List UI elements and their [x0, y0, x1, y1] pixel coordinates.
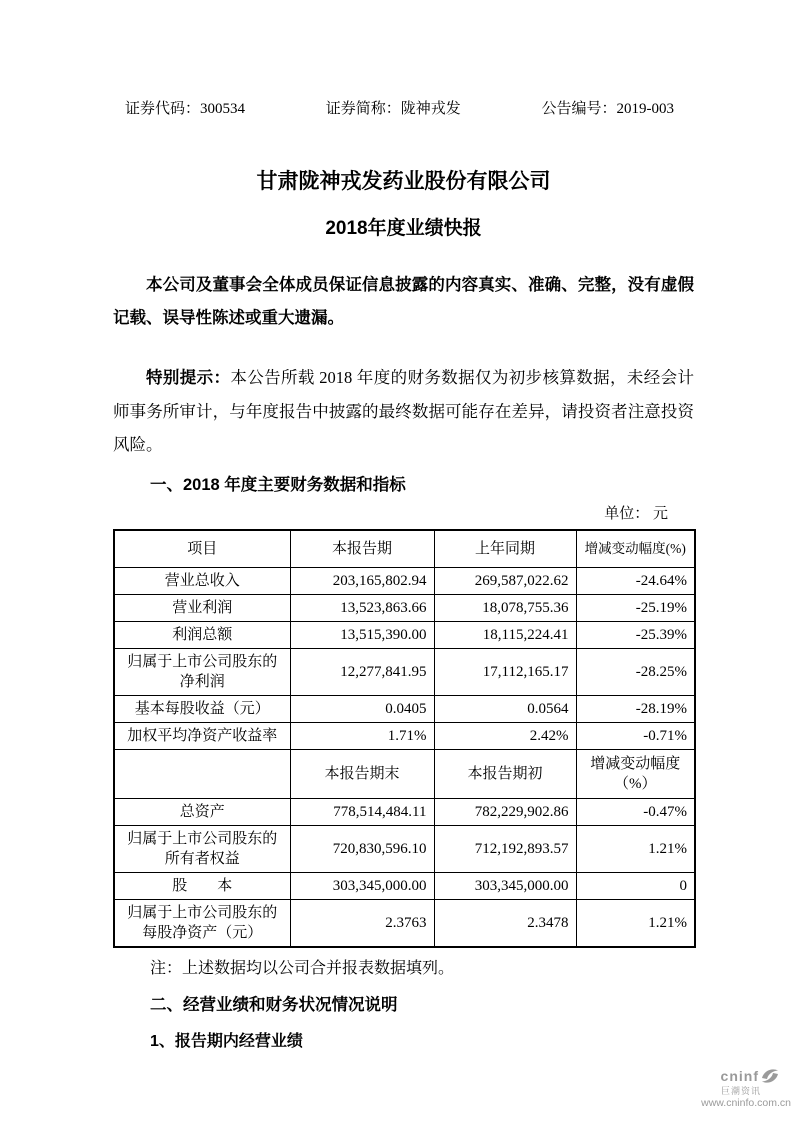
change-header-2: 增减变动幅度（%） [576, 750, 695, 799]
current-value-cell: 720,830,596.10 [290, 826, 434, 873]
current-value-cell: 12,277,841.95 [290, 649, 434, 696]
blank-header-cell [114, 750, 290, 799]
item-cell: 加权平均净资产收益率 [114, 723, 290, 750]
table-row [114, 873, 695, 900]
unit-note: 单位： 元 [604, 506, 668, 522]
item-cell: 总资产 [114, 799, 290, 826]
change-value-cell: 1.21% [576, 900, 695, 948]
item-cell: 归属于上市公司股东的净利润 [114, 649, 290, 696]
change-value-cell: 0 [576, 873, 695, 900]
stock-name-label: 证券简称： [325, 101, 401, 117]
report-title: 2018年度业绩快报 [325, 218, 482, 239]
stock-name-item [326, 99, 461, 119]
current-value-cell: 778,514,484.11 [290, 799, 434, 826]
prior-value-cell: 303,345,000.00 [434, 873, 576, 900]
current-value-cell: 303,345,000.00 [290, 873, 434, 900]
col-change-header: 增减变动幅度(%) [576, 530, 695, 568]
current-value-cell: 13,515,390.00 [290, 622, 434, 649]
col-item-header: 项目 [114, 530, 290, 568]
current-value-cell: 13,523,863.66 [290, 595, 434, 622]
section-1-heading: 一、2018 年度主要财务数据和指标 [150, 476, 406, 494]
table-row [114, 568, 695, 595]
financial-table [113, 529, 696, 948]
announcement-no-item [541, 99, 674, 119]
prior-value-cell: 269,587,022.62 [434, 568, 576, 595]
prior-value-cell: 0.0564 [434, 696, 576, 723]
cninfo-logo-text: cninf [720, 1068, 759, 1084]
change-value-cell: -25.19% [576, 595, 695, 622]
special-notice-paragraph [113, 361, 694, 461]
change-value-cell: -0.47% [576, 799, 695, 826]
special-notice-label: 特别提示： [146, 369, 231, 387]
change-value-cell: -24.64% [576, 568, 695, 595]
item-cell: 归属于上市公司股东的所有者权益 [114, 826, 290, 873]
table-row [114, 723, 695, 750]
item-cell: 归属于上市公司股东的每股净资产（元） [114, 900, 290, 948]
change-value-cell: -25.39% [576, 622, 695, 649]
current-value-cell: 0.0405 [290, 696, 434, 723]
stock-code-item [125, 99, 245, 119]
current-value-cell: 2.3763 [290, 900, 434, 948]
change-value-cell: -28.25% [576, 649, 695, 696]
cninfo-logo-line [701, 1066, 791, 1086]
item-cell: 利润总额 [114, 622, 290, 649]
prior-value-cell: 782,229,902.86 [434, 799, 576, 826]
announcement-no-label: 公告编号： [541, 101, 617, 117]
table-mid-header-row [114, 750, 695, 799]
col-current-period-header: 本报告期 [290, 530, 434, 568]
item-cell: 营业总收入 [114, 568, 290, 595]
prior-value-cell: 17,112,165.17 [434, 649, 576, 696]
prior-value-cell: 18,078,755.36 [434, 595, 576, 622]
stock-code-value: 300534 [200, 101, 246, 117]
subsection-heading: 1、报告期内经营业绩 [150, 1033, 303, 1050]
securities-header [125, 99, 674, 119]
table-row [114, 799, 695, 826]
change-value-cell: 1.21% [576, 826, 695, 873]
prior-value-cell: 2.3478 [434, 900, 576, 948]
item-cell: 股 本 [114, 873, 290, 900]
table-row [114, 595, 695, 622]
cninfo-logo [701, 1066, 791, 1110]
change-value-cell: -28.19% [576, 696, 695, 723]
table-row [114, 622, 695, 649]
current-value-cell: 1.71% [290, 723, 434, 750]
table-row [114, 696, 695, 723]
cninfo-logo-chinese: 巨潮资讯 [720, 1086, 761, 1096]
item-cell: 营业利润 [114, 595, 290, 622]
company-title: 甘肃陇神戎发药业股份有限公司 [256, 170, 551, 193]
table-row [114, 826, 695, 873]
stock-name-value: 陇神戎发 [400, 101, 461, 117]
table-row [114, 900, 695, 948]
current-value-cell: 203,165,802.94 [290, 568, 434, 595]
table-row [114, 649, 695, 696]
prior-value-cell: 2.42% [434, 723, 576, 750]
change-value-cell: -0.71% [576, 723, 695, 750]
announcement-no-value: 2019-003 [616, 101, 674, 117]
declaration-paragraph: 本公司及董事会全体成员保证信息披露的内容真实、准确、完整，没有虚假记载、误导性陈述或重大遗漏。 [113, 276, 694, 327]
prior-value-cell: 712,192,893.57 [434, 826, 576, 873]
period-end-header: 本报告期末 [290, 750, 434, 799]
cninfo-logo-url: www.cninfo.com.cn [701, 1097, 791, 1109]
period-start-header: 本报告期初 [434, 750, 576, 799]
item-cell: 基本每股收益（元） [114, 696, 290, 723]
prior-value-cell: 18,115,224.41 [434, 622, 576, 649]
col-prior-period-header: 上年同期 [434, 530, 576, 568]
special-notice-text: 本公告所载 2018 年度的财务数据仅为初步核算数据，未经会计师事务所审计，与年度报告中披露的最终数据可能存在差异，请投资者注意投资风险。 [113, 368, 695, 454]
cninfo-swirl-icon [760, 1066, 780, 1086]
stock-code-label: 证券代码： [125, 101, 201, 117]
section-2-heading: 二、经营业绩和财务状况情况说明 [150, 996, 398, 1014]
table-header-row [114, 530, 695, 568]
table-note: 注：上述数据均以公司合并报表数据填列。 [150, 960, 455, 977]
